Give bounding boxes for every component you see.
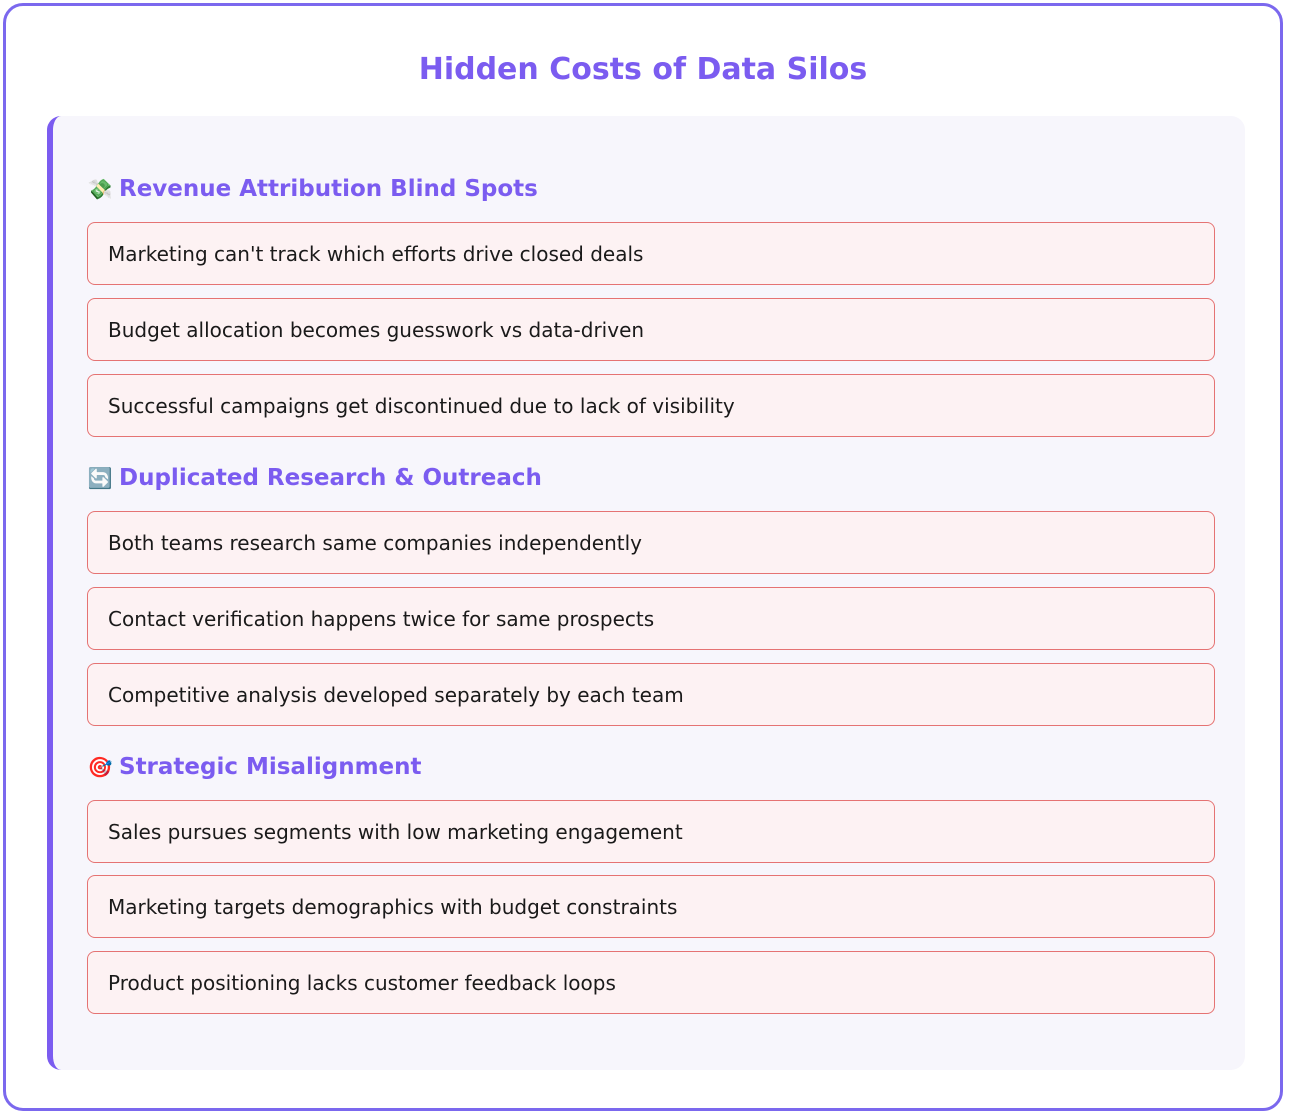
list-item: Contact verification happens twice for same prospects bbox=[87, 587, 1215, 650]
section-heading-duplicated-research bbox=[87, 461, 542, 495]
section-heading-label: Duplicated Research & Outreach bbox=[119, 465, 542, 491]
refresh-arrows-icon: 🔄 bbox=[87, 466, 113, 490]
section-heading-label: Revenue Attribution Blind Spots bbox=[119, 176, 538, 202]
list-item: Marketing targets demographics with budget constraints bbox=[87, 875, 1215, 938]
list-item: Product positioning lacks customer feedback loops bbox=[87, 951, 1215, 1014]
section-heading-label: Strategic Misalignment bbox=[119, 754, 422, 780]
list-item: Competitive analysis developed separately by each team bbox=[87, 663, 1215, 726]
section-heading-revenue-attribution bbox=[87, 172, 538, 206]
money-with-wings-icon: 💸 bbox=[87, 177, 113, 201]
list-item: Marketing can't track which efforts drive closed deals bbox=[87, 222, 1215, 285]
list-item: Budget allocation becomes guesswork vs data-driven bbox=[87, 298, 1215, 361]
page-title: Hidden Costs of Data Silos bbox=[418, 52, 868, 87]
section-heading-strategic-misalignment bbox=[87, 750, 422, 784]
outer-frame bbox=[3, 3, 1283, 1111]
list-item: Both teams research same companies independently bbox=[87, 511, 1215, 574]
list-item: Successful campaigns get discontinued due to lack of visibility bbox=[87, 374, 1215, 437]
target-icon: 🎯 bbox=[87, 755, 113, 779]
list-item: Sales pursues segments with low marketing engagement bbox=[87, 800, 1215, 863]
content-panel bbox=[47, 116, 1245, 1070]
